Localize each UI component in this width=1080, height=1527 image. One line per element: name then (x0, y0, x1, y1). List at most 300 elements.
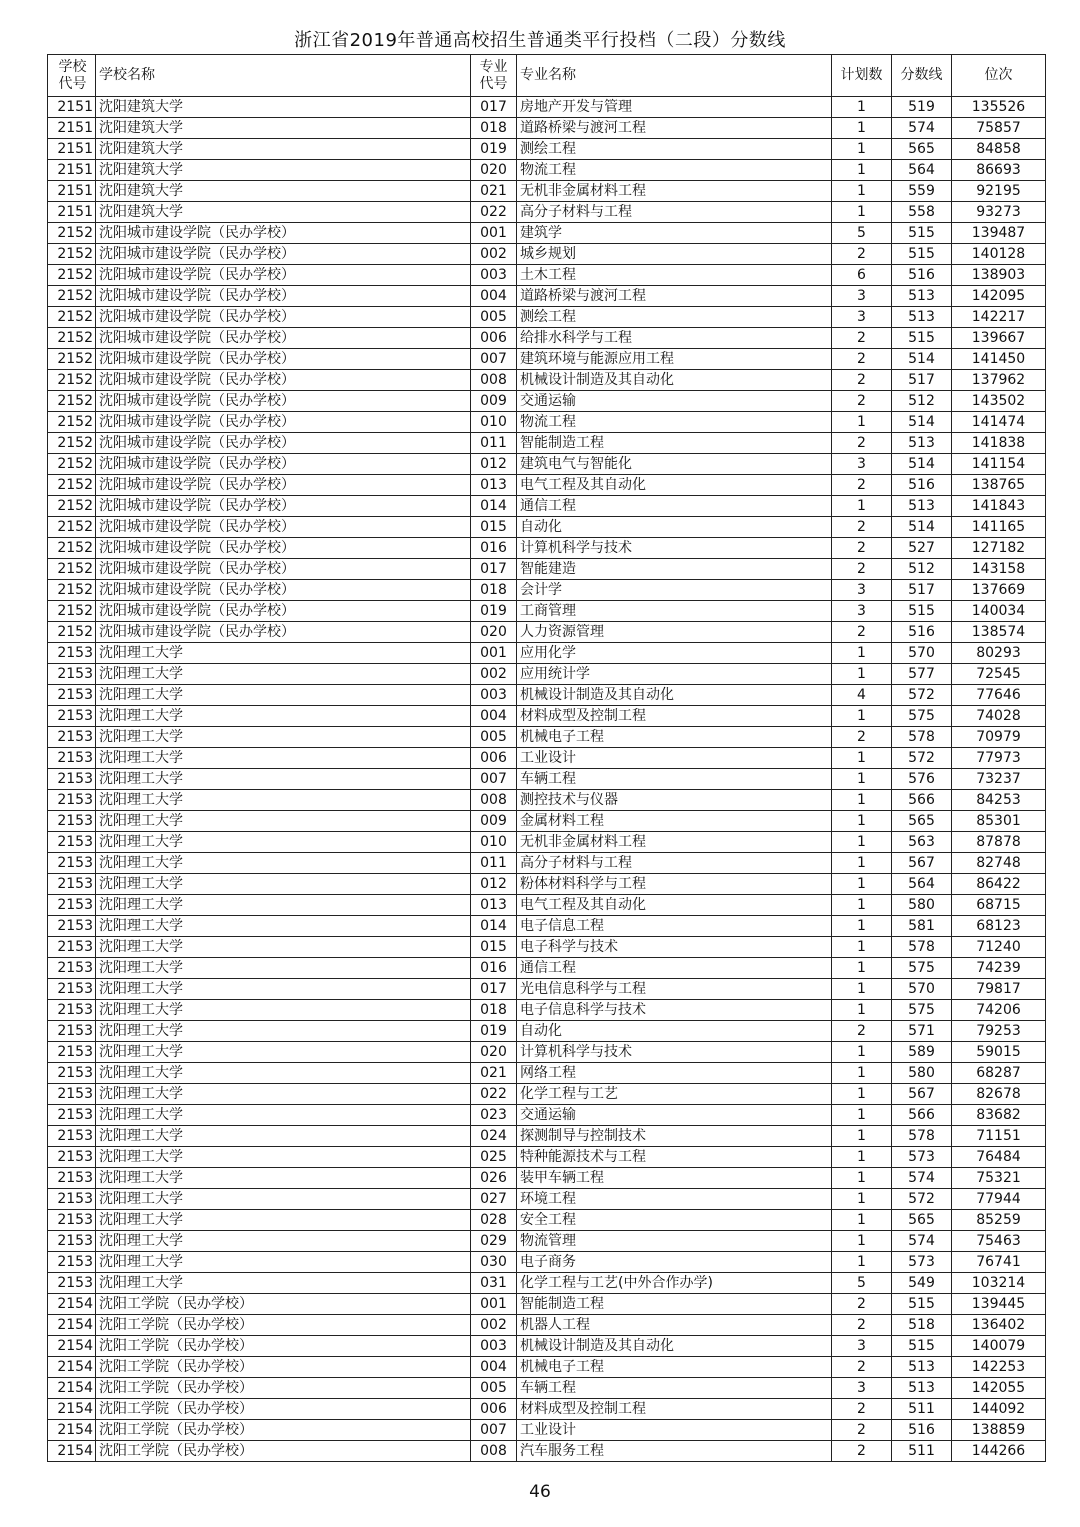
plan-cell: 1 (832, 1000, 892, 1021)
rank-cell: 68123 (952, 916, 1046, 937)
table-row (48, 307, 1046, 328)
school-name-cell: 沈阳理工大学 (96, 790, 471, 811)
major-name-cell: 装甲车辆工程 (517, 1168, 832, 1189)
rank-cell: 141474 (952, 412, 1046, 433)
rank-cell: 141165 (952, 517, 1046, 538)
school-code-cell: 2153 (48, 1231, 96, 1252)
table-row (48, 1252, 1046, 1273)
plan-cell: 1 (832, 496, 892, 517)
school-code-cell: 2153 (48, 958, 96, 979)
school-name-cell: 沈阳理工大学 (96, 748, 471, 769)
table-row (48, 517, 1046, 538)
plan-cell: 2 (832, 370, 892, 391)
major-code-cell: 010 (471, 832, 517, 853)
rank-cell: 93273 (952, 202, 1046, 223)
page-title: 浙江省2019年普通高校招生普通类平行投档（二段）分数线 (294, 30, 786, 51)
school-code-cell: 2153 (48, 1210, 96, 1231)
table-row (48, 370, 1046, 391)
school-name-cell: 沈阳理工大学 (96, 832, 471, 853)
rank-cell: 86693 (952, 160, 1046, 181)
plan-cell: 1 (832, 958, 892, 979)
school-name-cell: 沈阳理工大学 (96, 1084, 471, 1105)
rank-cell: 77944 (952, 1189, 1046, 1210)
major-name-cell: 人力资源管理 (517, 622, 832, 643)
plan-cell: 1 (832, 832, 892, 853)
school-code-cell: 2154 (48, 1420, 96, 1441)
table-row (48, 916, 1046, 937)
score-cell: 578 (892, 727, 952, 748)
table-row (48, 643, 1046, 664)
school-code-cell: 2152 (48, 580, 96, 601)
major-name-cell: 安全工程 (517, 1210, 832, 1231)
plan-cell: 2 (832, 517, 892, 538)
major-name-cell: 无机非金属材料工程 (517, 832, 832, 853)
score-cell: 566 (892, 790, 952, 811)
major-code-cell: 022 (471, 1084, 517, 1105)
major-code-cell: 001 (471, 223, 517, 244)
school-name-cell: 沈阳理工大学 (96, 706, 471, 727)
rank-cell: 86422 (952, 874, 1046, 895)
major-name-cell: 建筑学 (517, 223, 832, 244)
score-cell: 564 (892, 160, 952, 181)
major-name-cell: 通信工程 (517, 958, 832, 979)
rank-cell: 70979 (952, 727, 1046, 748)
score-cell: 575 (892, 706, 952, 727)
major-name-cell: 金属材料工程 (517, 811, 832, 832)
rank-cell: 87878 (952, 832, 1046, 853)
score-cell: 571 (892, 1021, 952, 1042)
major-code-cell: 020 (471, 1042, 517, 1063)
rank-cell: 142055 (952, 1378, 1046, 1399)
major-name-cell: 网络工程 (517, 1063, 832, 1084)
score-cell: 566 (892, 1105, 952, 1126)
school-name-cell: 沈阳城市建设学院（民办学校） (96, 286, 471, 307)
major-code-cell: 020 (471, 160, 517, 181)
major-name-cell: 机械设计制造及其自动化 (517, 1336, 832, 1357)
major-code-cell: 014 (471, 496, 517, 517)
major-code-cell: 009 (471, 391, 517, 412)
plan-cell: 2 (832, 1294, 892, 1315)
table-row (48, 1210, 1046, 1231)
rank-cell: 141154 (952, 454, 1046, 475)
school-code-cell: 2153 (48, 1021, 96, 1042)
rank-cell: 84253 (952, 790, 1046, 811)
table-row (48, 1063, 1046, 1084)
school-code-cell: 2153 (48, 664, 96, 685)
school-name-cell: 沈阳理工大学 (96, 1021, 471, 1042)
plan-cell: 5 (832, 223, 892, 244)
score-cell: 578 (892, 937, 952, 958)
rank-cell: 142253 (952, 1357, 1046, 1378)
rank-cell: 137962 (952, 370, 1046, 391)
school-code-cell: 2153 (48, 1189, 96, 1210)
major-name-cell: 电子信息工程 (517, 916, 832, 937)
plan-cell: 1 (832, 853, 892, 874)
major-code-cell: 008 (471, 790, 517, 811)
table-row (48, 1294, 1046, 1315)
plan-cell: 2 (832, 244, 892, 265)
major-name-cell: 电子商务 (517, 1252, 832, 1273)
table-row (48, 958, 1046, 979)
school-name-cell: 沈阳工学院（民办学校） (96, 1378, 471, 1399)
score-cell: 527 (892, 538, 952, 559)
plan-cell: 2 (832, 328, 892, 349)
score-cell: 565 (892, 1210, 952, 1231)
school-code-cell: 2152 (48, 370, 96, 391)
school-code-cell: 2151 (48, 202, 96, 223)
rank-cell: 127182 (952, 538, 1046, 559)
school-code-cell: 2153 (48, 1084, 96, 1105)
school-code-cell: 2153 (48, 1126, 96, 1147)
table-row (48, 601, 1046, 622)
plan-cell: 1 (832, 1084, 892, 1105)
table-row (48, 1105, 1046, 1126)
major-name-cell: 高分子材料与工程 (517, 853, 832, 874)
major-name-cell: 测控技术与仪器 (517, 790, 832, 811)
school-code-cell: 2153 (48, 1168, 96, 1189)
school-code-cell: 2153 (48, 769, 96, 790)
header-score: 分数线 (892, 55, 952, 97)
major-code-cell: 013 (471, 475, 517, 496)
plan-cell: 1 (832, 1063, 892, 1084)
major-code-cell: 018 (471, 118, 517, 139)
table-row (48, 727, 1046, 748)
plan-cell: 3 (832, 1378, 892, 1399)
major-code-cell: 030 (471, 1252, 517, 1273)
table-row (48, 874, 1046, 895)
major-name-cell: 智能制造工程 (517, 433, 832, 454)
score-cell: 513 (892, 1357, 952, 1378)
school-name-cell: 沈阳理工大学 (96, 1210, 471, 1231)
plan-cell: 1 (832, 937, 892, 958)
rank-cell: 59015 (952, 1042, 1046, 1063)
plan-cell: 3 (832, 286, 892, 307)
school-code-cell: 2154 (48, 1357, 96, 1378)
table-row (48, 496, 1046, 517)
school-code-cell: 2153 (48, 832, 96, 853)
score-cell: 516 (892, 622, 952, 643)
plan-cell: 2 (832, 391, 892, 412)
major-code-cell: 029 (471, 1231, 517, 1252)
plan-cell: 2 (832, 538, 892, 559)
major-code-cell: 002 (471, 664, 517, 685)
rank-cell: 144092 (952, 1399, 1046, 1420)
score-cell: 515 (892, 244, 952, 265)
major-code-cell: 001 (471, 643, 517, 664)
major-name-cell: 汽车服务工程 (517, 1441, 832, 1462)
school-name-cell: 沈阳城市建设学院（民办学校） (96, 223, 471, 244)
school-code-cell: 2152 (48, 559, 96, 580)
major-name-cell: 土木工程 (517, 265, 832, 286)
header-major-name: 专业名称 (517, 55, 832, 97)
major-code-cell: 018 (471, 580, 517, 601)
table-row (48, 139, 1046, 160)
school-name-cell: 沈阳城市建设学院（民办学校） (96, 496, 471, 517)
table-row (48, 349, 1046, 370)
major-code-cell: 019 (471, 1021, 517, 1042)
table-row (48, 748, 1046, 769)
table-row (48, 97, 1046, 118)
table-row (48, 811, 1046, 832)
school-name-cell: 沈阳理工大学 (96, 916, 471, 937)
major-name-cell: 应用统计学 (517, 664, 832, 685)
plan-cell: 1 (832, 412, 892, 433)
school-code-cell: 2153 (48, 937, 96, 958)
school-code-cell: 2153 (48, 916, 96, 937)
school-name-cell: 沈阳理工大学 (96, 727, 471, 748)
plan-cell: 1 (832, 1168, 892, 1189)
score-cell: 518 (892, 1315, 952, 1336)
major-name-cell: 光电信息科学与工程 (517, 979, 832, 1000)
score-cell: 515 (892, 601, 952, 622)
major-name-cell: 化学工程与工艺(中外合作办学) (517, 1273, 832, 1294)
school-name-cell: 沈阳城市建设学院（民办学校） (96, 601, 471, 622)
table-row (48, 286, 1046, 307)
school-name-cell: 沈阳城市建设学院（民办学校） (96, 475, 471, 496)
header-major-code: 专业代号 (471, 55, 517, 97)
major-code-cell: 012 (471, 874, 517, 895)
school-name-cell: 沈阳建筑大学 (96, 97, 471, 118)
plan-cell: 1 (832, 160, 892, 181)
major-name-cell: 城乡规划 (517, 244, 832, 265)
plan-cell: 5 (832, 1273, 892, 1294)
table-row (48, 202, 1046, 223)
rank-cell: 85301 (952, 811, 1046, 832)
score-cell: 564 (892, 874, 952, 895)
school-name-cell: 沈阳城市建设学院（民办学校） (96, 349, 471, 370)
major-name-cell: 计算机科学与技术 (517, 1042, 832, 1063)
major-name-cell: 电气工程及其自动化 (517, 475, 832, 496)
school-code-cell: 2151 (48, 181, 96, 202)
score-cell: 549 (892, 1273, 952, 1294)
score-cell: 567 (892, 1084, 952, 1105)
table-row (48, 790, 1046, 811)
table-body (48, 97, 1046, 1462)
major-code-cell: 028 (471, 1210, 517, 1231)
school-code-cell: 2151 (48, 160, 96, 181)
major-name-cell: 探测制导与控制技术 (517, 1126, 832, 1147)
plan-cell: 2 (832, 1315, 892, 1336)
rank-cell: 77646 (952, 685, 1046, 706)
table-row (48, 1399, 1046, 1420)
table-row (48, 412, 1046, 433)
header-school-name: 学校名称 (96, 55, 471, 97)
score-cell: 581 (892, 916, 952, 937)
school-code-cell: 2153 (48, 811, 96, 832)
score-cell: 573 (892, 1147, 952, 1168)
school-name-cell: 沈阳城市建设学院（民办学校） (96, 370, 471, 391)
major-code-cell: 022 (471, 202, 517, 223)
score-cell: 513 (892, 307, 952, 328)
major-code-cell: 006 (471, 748, 517, 769)
major-code-cell: 013 (471, 895, 517, 916)
school-name-cell: 沈阳工学院（民办学校） (96, 1399, 471, 1420)
major-code-cell: 020 (471, 622, 517, 643)
major-code-cell: 017 (471, 97, 517, 118)
school-name-cell: 沈阳城市建设学院（民办学校） (96, 622, 471, 643)
major-code-cell: 008 (471, 1441, 517, 1462)
admission-score-table (47, 54, 1046, 1462)
major-name-cell: 机械设计制造及其自动化 (517, 685, 832, 706)
table-row (48, 1441, 1046, 1462)
school-code-cell: 2153 (48, 895, 96, 916)
table-row (48, 1021, 1046, 1042)
score-cell: 574 (892, 1231, 952, 1252)
school-code-cell: 2154 (48, 1315, 96, 1336)
school-code-cell: 2153 (48, 727, 96, 748)
table-row (48, 559, 1046, 580)
rank-cell: 103214 (952, 1273, 1046, 1294)
school-name-cell: 沈阳理工大学 (96, 1147, 471, 1168)
major-code-cell: 007 (471, 1420, 517, 1441)
school-code-cell: 2153 (48, 1063, 96, 1084)
school-code-cell: 2153 (48, 1273, 96, 1294)
major-name-cell: 车辆工程 (517, 1378, 832, 1399)
plan-cell: 3 (832, 1336, 892, 1357)
school-code-cell: 2151 (48, 97, 96, 118)
plan-cell: 1 (832, 748, 892, 769)
rank-cell: 139487 (952, 223, 1046, 244)
major-code-cell: 017 (471, 559, 517, 580)
major-name-cell: 工业设计 (517, 748, 832, 769)
table-row (48, 433, 1046, 454)
table-row (48, 1168, 1046, 1189)
school-name-cell: 沈阳理工大学 (96, 1000, 471, 1021)
rank-cell: 73237 (952, 769, 1046, 790)
rank-cell: 139445 (952, 1294, 1046, 1315)
table-row (48, 454, 1046, 475)
school-name-cell: 沈阳理工大学 (96, 1042, 471, 1063)
school-name-cell: 沈阳理工大学 (96, 1273, 471, 1294)
major-name-cell: 机械电子工程 (517, 1357, 832, 1378)
score-cell: 565 (892, 811, 952, 832)
major-code-cell: 019 (471, 139, 517, 160)
table-row (48, 979, 1046, 1000)
major-name-cell: 给排水科学与工程 (517, 328, 832, 349)
school-code-cell: 2151 (48, 118, 96, 139)
major-name-cell: 粉体材料科学与工程 (517, 874, 832, 895)
major-name-cell: 物流管理 (517, 1231, 832, 1252)
table-row (48, 937, 1046, 958)
rank-cell: 92195 (952, 181, 1046, 202)
rank-cell: 74206 (952, 1000, 1046, 1021)
major-code-cell: 007 (471, 769, 517, 790)
major-name-cell: 自动化 (517, 1021, 832, 1042)
table-row (48, 853, 1046, 874)
rank-cell: 71151 (952, 1126, 1046, 1147)
rank-cell: 138903 (952, 265, 1046, 286)
school-code-cell: 2153 (48, 748, 96, 769)
rank-cell: 71240 (952, 937, 1046, 958)
school-name-cell: 沈阳理工大学 (96, 979, 471, 1000)
plan-cell: 3 (832, 454, 892, 475)
table-row (48, 1231, 1046, 1252)
rank-cell: 80293 (952, 643, 1046, 664)
score-cell: 519 (892, 97, 952, 118)
major-name-cell: 无机非金属材料工程 (517, 181, 832, 202)
major-code-cell: 005 (471, 727, 517, 748)
rank-cell: 74239 (952, 958, 1046, 979)
plan-cell: 1 (832, 1210, 892, 1231)
school-code-cell: 2154 (48, 1399, 96, 1420)
plan-cell: 1 (832, 811, 892, 832)
plan-cell: 1 (832, 1105, 892, 1126)
major-code-cell: 007 (471, 349, 517, 370)
rank-cell: 141843 (952, 496, 1046, 517)
score-cell: 559 (892, 181, 952, 202)
major-name-cell: 房地产开发与管理 (517, 97, 832, 118)
header-rank: 位次 (952, 55, 1046, 97)
score-cell: 513 (892, 286, 952, 307)
school-name-cell: 沈阳城市建设学院（民办学校） (96, 412, 471, 433)
school-name-cell: 沈阳理工大学 (96, 1063, 471, 1084)
plan-cell: 1 (832, 118, 892, 139)
major-name-cell: 测绘工程 (517, 307, 832, 328)
major-name-cell: 材料成型及控制工程 (517, 1399, 832, 1420)
plan-cell: 3 (832, 580, 892, 601)
score-cell: 515 (892, 1336, 952, 1357)
table-row (48, 1084, 1046, 1105)
major-code-cell: 021 (471, 1063, 517, 1084)
major-code-cell: 016 (471, 538, 517, 559)
score-cell: 515 (892, 328, 952, 349)
school-name-cell: 沈阳理工大学 (96, 1168, 471, 1189)
table-row (48, 244, 1046, 265)
table-row (48, 391, 1046, 412)
table-row (48, 118, 1046, 139)
school-name-cell: 沈阳理工大学 (96, 1105, 471, 1126)
school-code-cell: 2152 (48, 454, 96, 475)
rank-cell: 141450 (952, 349, 1046, 370)
school-name-cell: 沈阳理工大学 (96, 664, 471, 685)
school-name-cell: 沈阳城市建设学院（民办学校） (96, 244, 471, 265)
plan-cell: 1 (832, 1231, 892, 1252)
major-code-cell: 016 (471, 958, 517, 979)
plan-cell: 2 (832, 622, 892, 643)
school-name-cell: 沈阳理工大学 (96, 643, 471, 664)
table-row (48, 1189, 1046, 1210)
rank-cell: 138765 (952, 475, 1046, 496)
table-row (48, 1126, 1046, 1147)
school-code-cell: 2152 (48, 475, 96, 496)
school-code-cell: 2152 (48, 307, 96, 328)
school-name-cell: 沈阳城市建设学院（民办学校） (96, 307, 471, 328)
score-cell: 572 (892, 748, 952, 769)
rank-cell: 141838 (952, 433, 1046, 454)
rank-cell: 138574 (952, 622, 1046, 643)
rank-cell: 79817 (952, 979, 1046, 1000)
major-code-cell: 006 (471, 328, 517, 349)
school-code-cell: 2153 (48, 706, 96, 727)
major-name-cell: 工业设计 (517, 1420, 832, 1441)
score-cell: 575 (892, 958, 952, 979)
plan-cell: 2 (832, 1399, 892, 1420)
plan-cell: 1 (832, 97, 892, 118)
school-name-cell: 沈阳工学院（民办学校） (96, 1315, 471, 1336)
table-row (48, 769, 1046, 790)
table-row (48, 1336, 1046, 1357)
school-code-cell: 2153 (48, 1000, 96, 1021)
school-code-cell: 2152 (48, 391, 96, 412)
school-code-cell: 2152 (48, 412, 96, 433)
plan-cell: 2 (832, 433, 892, 454)
table-row (48, 895, 1046, 916)
score-cell: 516 (892, 265, 952, 286)
major-code-cell: 004 (471, 286, 517, 307)
major-code-cell: 011 (471, 433, 517, 454)
rank-cell: 76741 (952, 1252, 1046, 1273)
major-code-cell: 009 (471, 811, 517, 832)
